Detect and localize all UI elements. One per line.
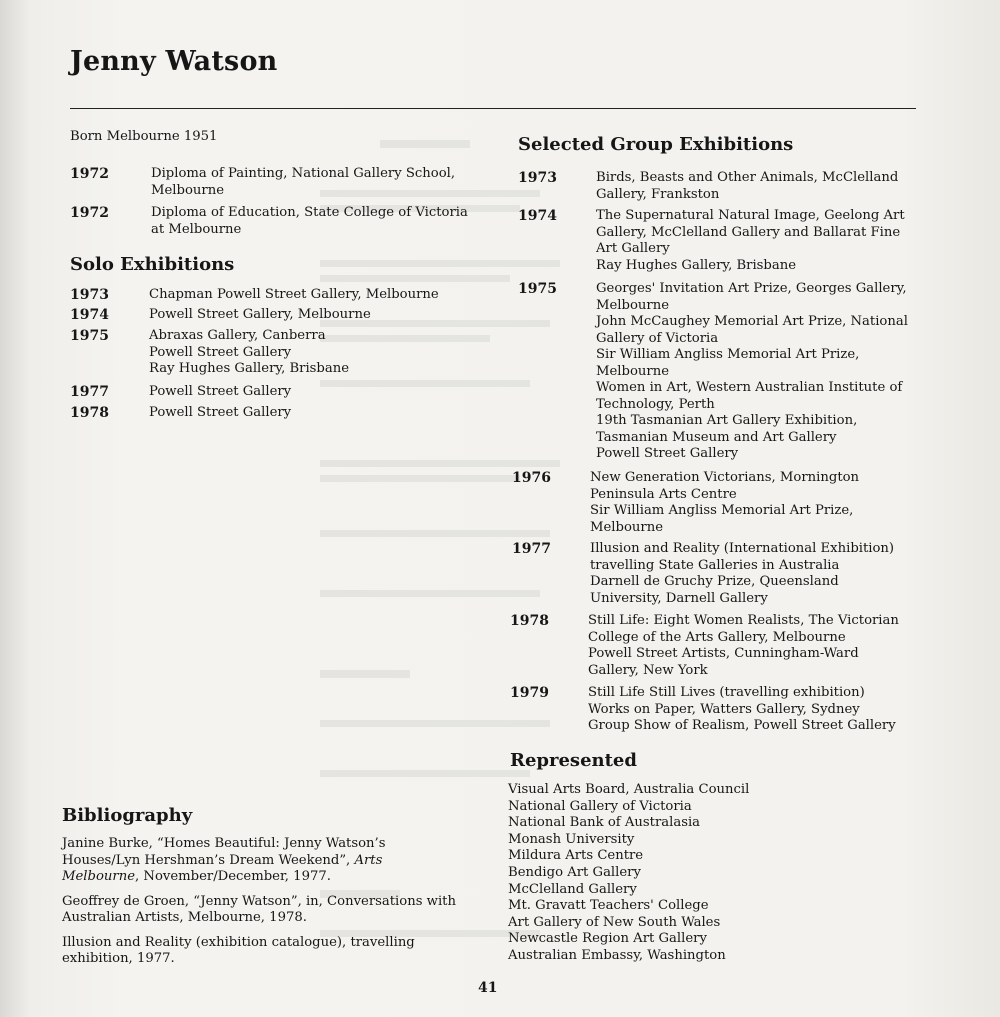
represented-item: National Bank of Australasia	[508, 815, 701, 831]
birth-info: Born Melbourne 1951	[70, 129, 218, 144]
bibliography-heading: Bibliography	[62, 805, 193, 826]
entry-line: Sir William Angliss Memorial Art Prize,	[590, 503, 854, 518]
represented-item: McClelland Gallery	[508, 881, 637, 897]
entry-line: Still Life: Eight Women Realists, The Victorian	[588, 613, 899, 628]
entry-line: New Generation Victorians, Mornington	[590, 470, 860, 485]
exhibition-row	[510, 613, 899, 679]
bibliography-text: Janine Burke, “Homes Beautiful: Jenny Watson’s Houses/Lyn Hershman’s Dream Weekend”,	[62, 836, 386, 868]
represented-item: Art Gallery of New South Wales	[508, 914, 721, 930]
exhibition-row	[512, 541, 894, 607]
entry-line: Melbourne	[596, 297, 670, 313]
entry-lines	[596, 170, 898, 203]
exhibition-row	[518, 170, 898, 203]
entry-lines	[588, 685, 896, 735]
entry-line: Powell Street Artists, Cunningham-Ward	[588, 646, 859, 661]
entry-lines	[149, 405, 291, 422]
represented-item: National Gallery of Victoria	[508, 798, 692, 814]
entry-line: University, Darnell Gallery	[590, 590, 768, 606]
entry-line: Gallery, Frankston	[596, 186, 720, 202]
entry-lines	[588, 613, 899, 679]
entry-line: Powell Street Gallery	[149, 384, 292, 399]
year-label: 1977	[70, 384, 109, 400]
exhibition-row	[70, 328, 349, 378]
bibliography-entry	[62, 935, 462, 968]
year-label: 1972	[70, 205, 109, 221]
entry-lines	[149, 328, 349, 378]
entry-line: Women in Art, Western Australian Institute of	[596, 380, 903, 395]
entry-line: Peninsula Arts Centre	[590, 486, 737, 502]
entry-line: Sir William Angliss Memorial Art Prize,	[596, 347, 860, 362]
entry-line: Darnell de Gruchy Prize, Queensland	[590, 574, 839, 589]
represented-list	[508, 782, 749, 965]
group-heading: Selected Group Exhibitions	[518, 134, 794, 155]
year-label: 1978	[70, 405, 109, 421]
entry-lines	[149, 307, 371, 324]
entry-line: The Supernatural Natural Image, Geelong Art	[596, 208, 905, 223]
represented-item: Visual Arts Board, Australia Council	[508, 782, 750, 797]
year-label: 1974	[70, 307, 109, 323]
entry-line: Gallery, New York	[588, 662, 708, 678]
exhibition-row	[70, 384, 291, 401]
entry-lines	[590, 470, 859, 536]
title-divider	[70, 108, 916, 109]
year-label: 1978	[510, 613, 549, 629]
entry-lines	[149, 384, 291, 401]
entry-line: Melbourne	[596, 363, 670, 379]
entry-line: Georges' Invitation Art Prize, Georges Gallery,	[596, 281, 907, 296]
exhibition-row	[518, 281, 908, 463]
exhibition-row	[70, 405, 291, 422]
entry-lines	[596, 208, 905, 274]
entry-line: Diploma of Painting, National Gallery School,	[151, 166, 456, 181]
entry-line: Gallery, McClelland Gallery and Ballarat Fine	[596, 224, 901, 240]
entry-lines	[151, 205, 468, 238]
exhibition-row	[70, 205, 468, 238]
year-label: 1974	[518, 208, 557, 224]
entry-line: Ray Hughes Gallery, Brisbane	[596, 257, 797, 273]
represented-heading: Represented	[510, 750, 637, 771]
represented-item: Australian Embassy, Washington	[508, 947, 726, 963]
entry-line: Works on Paper, Watters Gallery, Sydney	[588, 701, 860, 717]
bibliography-entry	[62, 894, 462, 927]
entry-line: Diploma of Education, State College of Victoria	[151, 205, 468, 220]
page-number: 41	[478, 980, 498, 996]
entry-line: Group Show of Realism, Powell Street Gallery	[588, 718, 896, 733]
entry-lines	[596, 281, 908, 463]
exhibition-row	[70, 166, 455, 199]
year-label: 1977	[512, 541, 551, 557]
entry-lines	[590, 541, 894, 607]
year-label: 1976	[512, 470, 551, 486]
represented-item: Mildura Arts Centre	[508, 848, 644, 864]
bibliography-text: , November/December, 1977.	[135, 869, 331, 884]
year-label: 1972	[70, 166, 109, 182]
exhibition-row	[518, 208, 905, 274]
bibliography-list	[62, 836, 462, 976]
entry-line: Abraxas Gallery, Canberra	[149, 328, 326, 343]
entry-line: Ray Hughes Gallery, Brisbane	[149, 361, 350, 376]
entry-line: 19th Tasmanian Art Gallery Exhibition,	[596, 413, 858, 428]
entry-line: Powell Street Gallery	[149, 405, 292, 420]
year-label: 1973	[518, 170, 557, 186]
entry-line: John McCaughey Memorial Art Prize, National	[596, 314, 908, 329]
year-label: 1975	[70, 328, 109, 344]
year-label: 1975	[518, 281, 557, 297]
exhibition-row	[510, 685, 896, 735]
entry-line: Birds, Beasts and Other Animals, McClelland	[596, 170, 899, 185]
bibliography-entry	[62, 836, 462, 886]
bibliography-text: Geoffrey de Groen, “Jenny Watson”, in, Conversations with Australian Artists, Melbourne, 1978.	[62, 893, 456, 925]
exhibition-row	[70, 307, 371, 324]
entry-line: travelling State Galleries in Australia	[590, 557, 840, 573]
entry-line: Melbourne	[151, 182, 225, 198]
entry-line: Powell Street Gallery, Melbourne	[149, 307, 371, 322]
exhibition-row	[70, 287, 439, 304]
entry-line: Melbourne	[590, 519, 664, 535]
entry-line: Still Life Still Lives (travelling exhibition)	[588, 685, 865, 700]
page-title: Jenny Watson	[70, 46, 278, 77]
entry-line: Art Gallery	[596, 241, 670, 256]
entry-line: Chapman Powell Street Gallery, Melbourne	[149, 287, 439, 302]
represented-item: Monash University	[508, 831, 635, 847]
represented-item: Mt. Gravatt Teachers' College	[508, 898, 709, 914]
bibliography-text: Illusion and Reality (exhibition catalogue), travelling exhibition, 1977.	[62, 934, 415, 966]
solo-heading: Solo Exhibitions	[70, 254, 235, 275]
exhibition-row	[512, 470, 859, 536]
entry-line: Powell Street Gallery	[149, 344, 292, 360]
represented-item: Newcastle Region Art Gallery	[508, 931, 707, 947]
entry-line: Powell Street Gallery	[596, 446, 739, 461]
entry-line: Tasmanian Museum and Art Gallery	[596, 429, 837, 445]
entry-line: Gallery of Victoria	[596, 330, 719, 346]
year-label: 1973	[70, 287, 109, 303]
entry-lines	[151, 166, 455, 199]
entry-line: Illusion and Reality (International Exhibition)	[590, 541, 895, 556]
entry-line: Technology, Perth	[596, 396, 715, 412]
entry-line: College of the Arts Gallery, Melbourne	[588, 629, 846, 645]
entry-line: at Melbourne	[151, 221, 242, 237]
entry-lines	[149, 287, 439, 304]
year-label: 1979	[510, 685, 549, 701]
represented-item: Bendigo Art Gallery	[508, 864, 641, 880]
bibliography-publication: Arts Melbourne	[62, 852, 383, 884]
